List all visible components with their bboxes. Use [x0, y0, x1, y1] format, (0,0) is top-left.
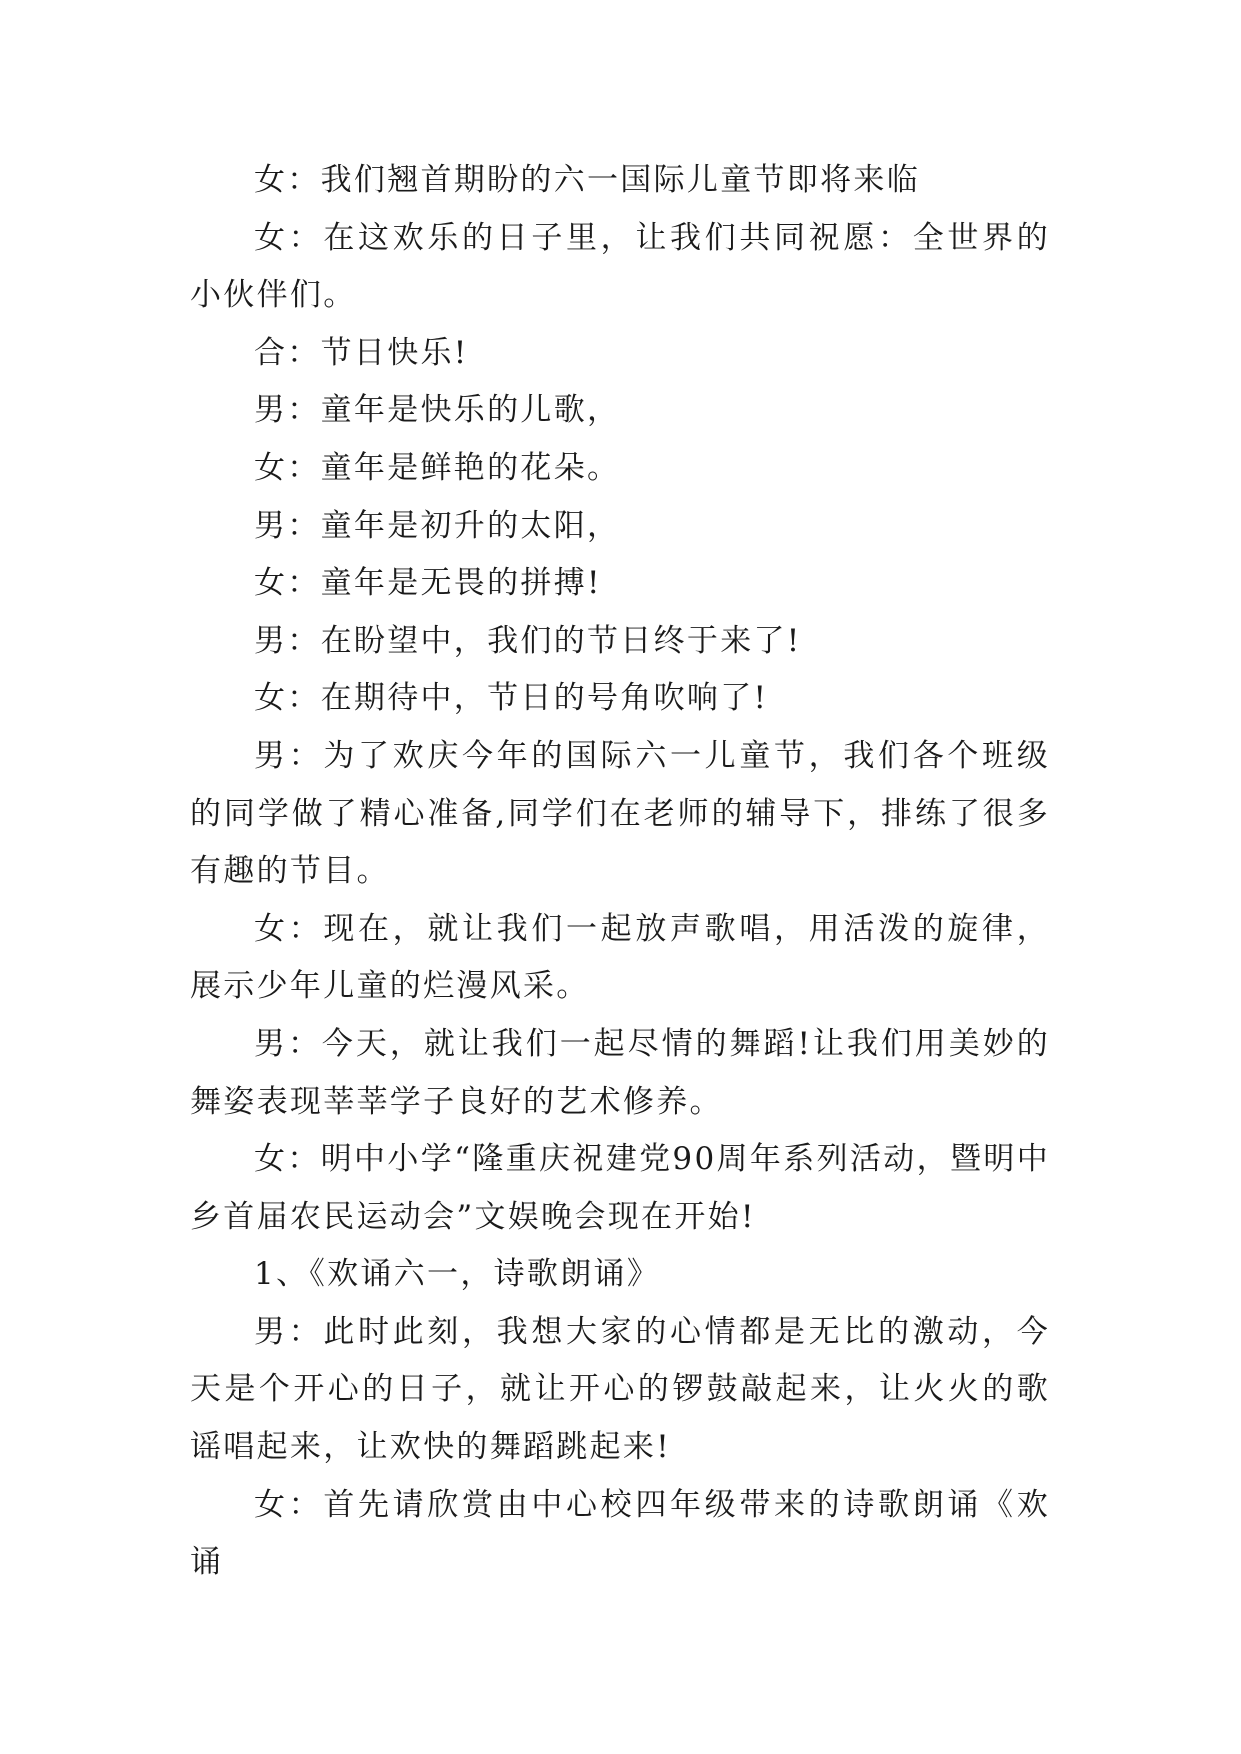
paragraph: 男：童年是初升的太阳， [254, 507, 621, 544]
paragraph: 女：现在，就让我们一起放声歌唱，用活泼的旋律，展示少年儿童的烂漫风采。 [190, 910, 1050, 1005]
paragraph: 女：在这欢乐的日子里，让我们共同祝愿：全世界的小伙伴们。 [190, 219, 1050, 314]
paragraph: 男：在盼望中，我们的节日终于来了! [254, 622, 802, 659]
document-body [190, 152, 1050, 1592]
paragraph: 合：节日快乐! [254, 334, 469, 371]
paragraph: 男：今天，就让我们一起尽情的舞蹈!让我们用美妙的舞姿表现莘莘学子良好的艺术修养。 [190, 1025, 1050, 1120]
paragraph: 女：童年是鲜艳的花朵。 [254, 449, 621, 486]
paragraph: 1、《欢诵六一，诗歌朗诵》 [254, 1256, 661, 1293]
paragraph: 男：童年是快乐的儿歌， [254, 392, 621, 429]
paragraph: 女：明中小学“隆重庆祝建党90周年系列活动，暨明中乡首届农民运动会”文娱晚会现在开始! [190, 1141, 1050, 1235]
paragraph: 女：在期待中，节日的号角吹响了! [254, 680, 769, 717]
paragraph: 男：为了欢庆今年的国际六一儿童节，我们各个班级的同学做了精心准备,同学们在老师的辅导下，排练了很多有趣的节目。 [190, 737, 1050, 890]
paragraph: 女：我们翘首期盼的六一国际儿童节即将来临 [254, 162, 920, 198]
paragraph: 男：此时此刻，我想大家的心情都是无比的激动，今天是个开心的日子，就让开心的锣鼓敲起来，让火火的歌谣唱起来，让欢快的舞蹈跳起来! [190, 1313, 1050, 1466]
paragraph: 女：首先请欣赏由中心校四年级带来的诗歌朗诵《欢诵 [190, 1486, 1050, 1581]
paragraph: 女：童年是无畏的拼搏! [254, 565, 602, 602]
